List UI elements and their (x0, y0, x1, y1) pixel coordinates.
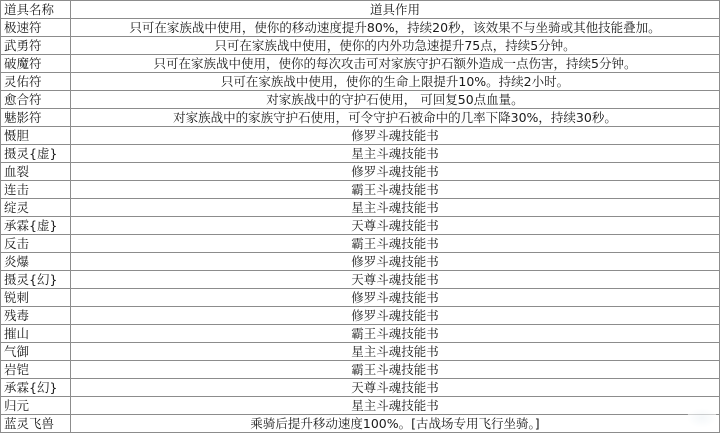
item-effect-cell: 霸王斗魂技能书 (71, 235, 720, 253)
header-item-effect: 道具作用 (71, 1, 720, 19)
watermark-logo (687, 408, 717, 428)
table-row (1, 37, 720, 55)
table-header-row (1, 1, 720, 19)
item-name-cell: 摧山 (1, 325, 71, 343)
item-effect-cell: 修罗斗魂技能书 (71, 289, 720, 307)
item-effect-cell: 霸王斗魂技能书 (71, 325, 720, 343)
table-row (1, 217, 720, 235)
table-row (1, 415, 720, 433)
table-row (1, 55, 720, 73)
item-name-cell: 锐刺 (1, 289, 71, 307)
table-row (1, 361, 720, 379)
item-effect-cell: 只可在家族战中使用，使你的生命上限提升10%。持续2小时。 (71, 73, 720, 91)
table-row (1, 145, 720, 163)
item-effect-cell: 只可在家族战中使用，使你的移动速度提升80%，持续20秒，该效果不与坐骑或其他技能叠加。 (71, 19, 720, 37)
item-effect-cell: 天尊斗魂技能书 (71, 271, 720, 289)
item-effect-cell: 修罗斗魂技能书 (71, 163, 720, 181)
item-effect-cell: 星主斗魂技能书 (71, 397, 720, 415)
item-effect-cell: 修罗斗魂技能书 (71, 307, 720, 325)
item-effect-cell: 修罗斗魂技能书 (71, 253, 720, 271)
item-effect-cell: 对家族战中的守护石使用， 可回复50点血量。 (71, 91, 720, 109)
table-row (1, 199, 720, 217)
table-row (1, 181, 720, 199)
item-name-cell: 愈合符 (1, 91, 71, 109)
item-name-cell: 承霖{虚} (1, 217, 71, 235)
item-name-cell: 反击 (1, 235, 71, 253)
table-row (1, 379, 720, 397)
item-name-cell: 魅影符 (1, 109, 71, 127)
item-name-cell: 残毒 (1, 307, 71, 325)
item-effect-cell: 天尊斗魂技能书 (71, 379, 720, 397)
table-row (1, 127, 720, 145)
table-row (1, 235, 720, 253)
item-name-cell: 极速符 (1, 19, 71, 37)
item-effect-cell: 只可在家族战中使用，使你的每次攻击可对家族守护石额外造成一点伤害，持续5分钟。 (71, 55, 720, 73)
item-name-cell: 破魔符 (1, 55, 71, 73)
item-effect-cell: 修罗斗魂技能书 (71, 127, 720, 145)
item-name-cell: 武勇符 (1, 37, 71, 55)
item-effect-cell: 星主斗魂技能书 (71, 199, 720, 217)
item-name-cell: 慑胆 (1, 127, 71, 145)
item-name-cell: 连击 (1, 181, 71, 199)
item-effect-cell: 乘骑后提升移动速度100%。[古战场专用飞行坐骑。] (71, 415, 720, 433)
item-name-cell: 气御 (1, 343, 71, 361)
item-effect-cell: 只可在家族战中使用，使你的内外功急速提升75点，持续5分钟。 (71, 37, 720, 55)
table-row (1, 307, 720, 325)
table-row (1, 397, 720, 415)
table-row (1, 73, 720, 91)
item-effect-cell: 霸王斗魂技能书 (71, 181, 720, 199)
item-effect-cell: 星主斗魂技能书 (71, 145, 720, 163)
item-effect-cell: 对家族战中的家族守护石使用，可令守护石被命中的几率下降30%，持续30秒。 (71, 109, 720, 127)
item-name-cell: 蓝灵飞兽 (1, 415, 71, 433)
item-effect-cell: 霸王斗魂技能书 (71, 361, 720, 379)
header-item-name: 道具名称 (1, 1, 71, 19)
table-row (1, 163, 720, 181)
item-name-cell: 摄灵{虚} (1, 145, 71, 163)
table-row (1, 325, 720, 343)
item-name-cell: 灵佑符 (1, 73, 71, 91)
item-name-cell: 岩铠 (1, 361, 71, 379)
table-row (1, 271, 720, 289)
table-row (1, 109, 720, 127)
table-row (1, 289, 720, 307)
item-effect-cell: 天尊斗魂技能书 (71, 217, 720, 235)
item-name-cell: 绽灵 (1, 199, 71, 217)
item-name-cell: 摄灵{幻} (1, 271, 71, 289)
item-name-cell: 承霖{幻} (1, 379, 71, 397)
table-row (1, 253, 720, 271)
item-name-cell: 归元 (1, 397, 71, 415)
table-row (1, 91, 720, 109)
item-name-cell: 炎爆 (1, 253, 71, 271)
item-effect-cell: 星主斗魂技能书 (71, 343, 720, 361)
table-row (1, 19, 720, 37)
table-row (1, 343, 720, 361)
item-name-cell: 血裂 (1, 163, 71, 181)
